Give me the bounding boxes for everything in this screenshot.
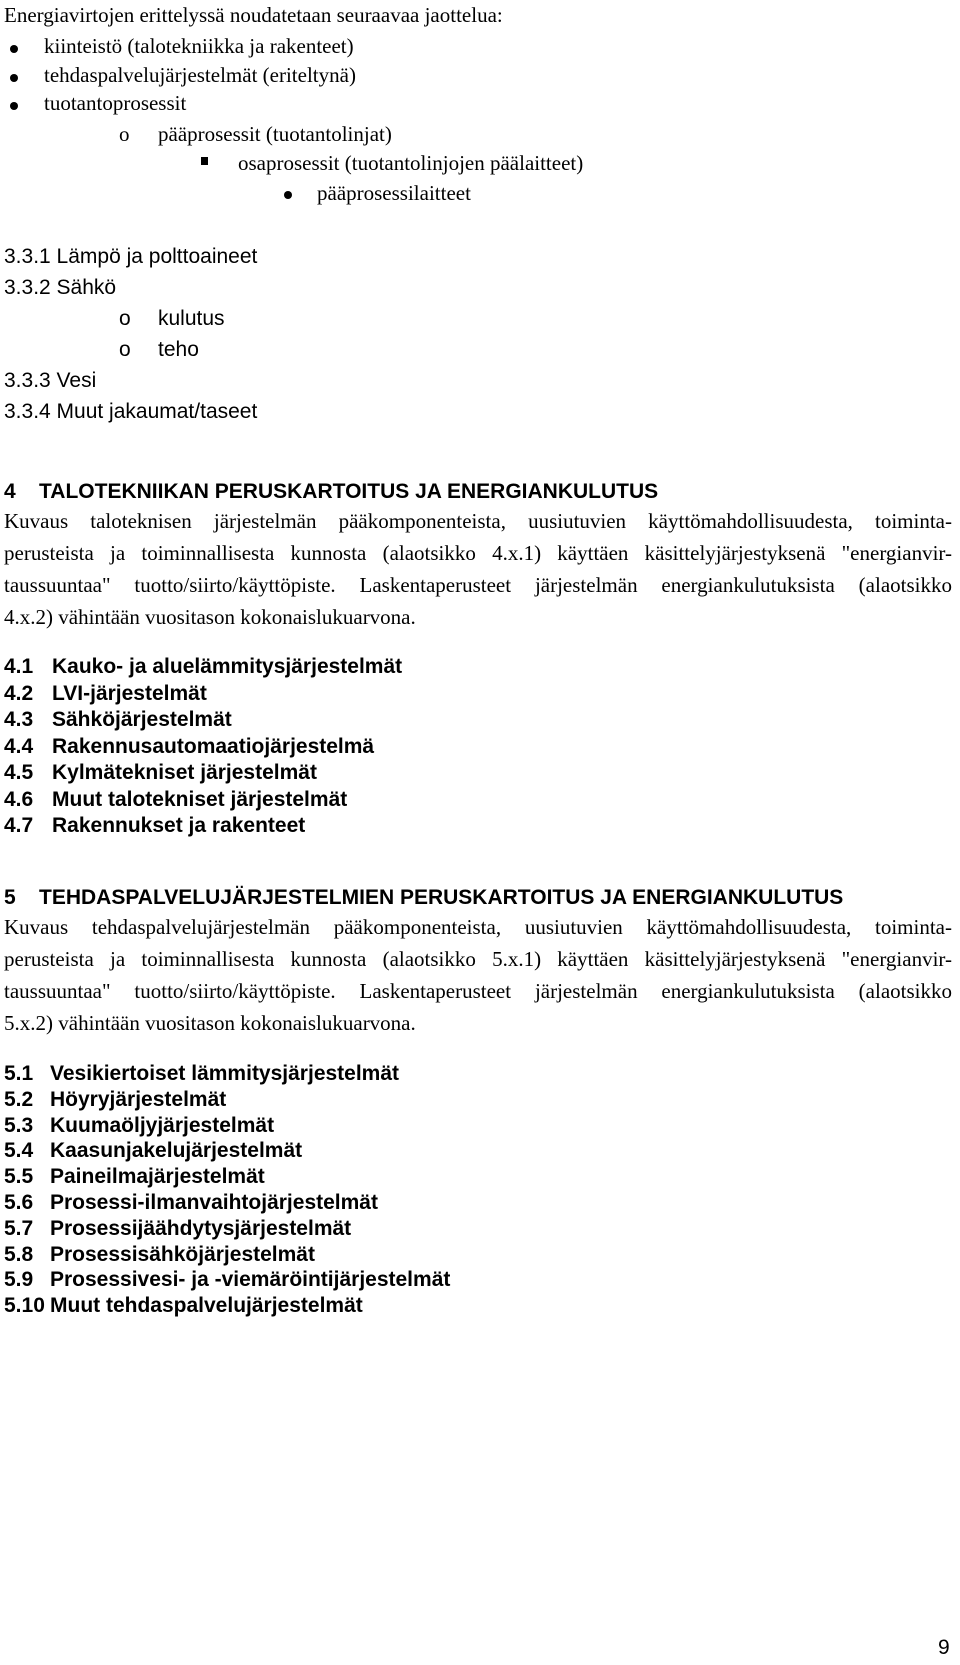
list-item	[4, 1166, 450, 1192]
bullet-icon	[10, 45, 18, 53]
item-label: Sähköjärjestelmät	[52, 708, 232, 731]
item-label: Prosessi-ilmanvaihtojärjestelmät	[50, 1190, 378, 1214]
list-item	[4, 1218, 450, 1244]
item-label: Prosessijäähdytysjärjestelmät	[50, 1216, 352, 1240]
item-label: Prosessivesi- ja -viemäröintijärjestelmät	[50, 1268, 451, 1292]
sub-item: pääprosessit (tuotantolinjat)	[158, 122, 392, 146]
sub-sub-sub-item: pääprosessilaitteet	[317, 181, 471, 205]
item-number: 5.6	[4, 1190, 34, 1214]
bullet-icon	[10, 102, 18, 110]
list-item	[4, 815, 402, 842]
item-label: Muut tehdaspalvelujärjestelmät	[50, 1294, 363, 1318]
section-3-3-3: 3.3.3 Vesi	[4, 369, 97, 392]
bullet-icon	[10, 74, 18, 82]
bullet-item: tehdaspalvelujärjestelmät (eriteltynä)	[44, 63, 356, 87]
paragraph-line: perusteista ja toiminnallisesta kunnosta (alaotsikko 5.x.1) käyttäen käsittelyjärjestyksenä "energianvir-	[4, 947, 952, 971]
item-number: 4.3	[4, 708, 34, 731]
sub-bullet-o: o	[119, 338, 131, 361]
item-number: 5.3	[4, 1113, 34, 1137]
item-label: Prosessisähköjärjestelmät	[50, 1242, 315, 1266]
list-item	[4, 683, 402, 710]
square-bullet-icon	[201, 157, 208, 165]
sub-bullet-o: o	[119, 307, 131, 330]
chapter-4-heading: 4 TALOTEKNIIKAN PERUSKARTOITUS JA ENERGIANKULUTUS	[4, 480, 659, 503]
item-number: 4.1	[4, 655, 34, 678]
section-3-3-2: 3.3.2 Sähkö	[4, 276, 117, 299]
intro-text: Energiavirtojen erittelyssä noudatetaan seuraavaa jaottelua:	[4, 3, 503, 27]
item-number: 5.2	[4, 1087, 34, 1111]
list-item	[4, 736, 402, 763]
item-label: Muut talotekniset järjestelmät	[52, 787, 348, 811]
item-number: 5.9	[4, 1268, 34, 1292]
list-item	[4, 1140, 450, 1166]
chapter-4-list	[4, 656, 402, 842]
item-number: 5.10	[4, 1294, 45, 1318]
list-item	[4, 789, 402, 816]
list-item	[4, 656, 402, 683]
paragraph-line: perusteista ja toiminnallisesta kunnosta (alaotsikko 4.x.1) käyttäen käsittelyjärjestyksenä "energianvir-	[4, 541, 952, 565]
item-number: 4.7	[4, 814, 34, 837]
item-number: 4.2	[4, 681, 34, 705]
item-number: 4.5	[4, 761, 34, 784]
list-item	[4, 1295, 450, 1321]
bullet-icon	[284, 191, 292, 199]
item-label: Rakennukset ja rakenteet	[52, 814, 306, 837]
item-label: Paineilmajärjestelmät	[50, 1165, 265, 1189]
chapter-4-paragraph	[4, 511, 952, 639]
section-3-3-4: 3.3.4 Muut jakaumat/taseet	[4, 400, 258, 423]
item-number: 4.6	[4, 787, 34, 811]
item-label: Vesikiertoiset lämmitysjärjestelmät	[50, 1062, 400, 1085]
chapter-5-paragraph	[4, 917, 952, 1045]
paragraph-line: Kuvaus tehdaspalvelujärjestelmän pääkomponenteista, uusiutuvien käyttömahdollisuudesta, toiminta-	[4, 915, 952, 939]
paragraph-line: taussuuntaa" tuotto/siirto/käyttöpiste. Laskentaperusteet järjestelmän energiankulutuksista (alaotsikko	[4, 979, 952, 1003]
item-number: 5.7	[4, 1216, 34, 1240]
item-label: Rakennusautomaatiojärjestelmä	[52, 734, 375, 758]
list-item	[4, 1269, 450, 1295]
item-label: LVI-järjestelmät	[52, 681, 207, 705]
item-label: Kuumaöljyjärjestelmät	[50, 1113, 275, 1137]
item-label: Höyryjärjestelmät	[50, 1087, 227, 1111]
list-item	[4, 709, 402, 736]
sub-bullet-o: o	[119, 122, 130, 146]
list-item	[4, 1089, 450, 1115]
list-item	[4, 1115, 450, 1141]
item-label: Kaasunjakelujärjestelmät	[50, 1139, 303, 1163]
item-number: 4.4	[4, 734, 34, 758]
chapter-5-heading: 5 TEHDASPALVELUJÄRJESTELMIEN PERUSKARTOITUS JA ENERGIANKULUTUS	[4, 886, 844, 909]
sahko-item: teho	[158, 338, 199, 361]
paragraph-line: taussuuntaa" tuotto/siirto/käyttöpiste. Laskentaperusteet järjestelmän energiankulutuksista (alaotsikko	[4, 573, 952, 597]
paragraph-line: 4.x.2) vähintään vuositason kokonaislukuarvona.	[4, 605, 416, 629]
paragraph-line: 5.x.2) vähintään vuositason kokonaislukuarvona.	[4, 1011, 416, 1035]
page-number: 9	[938, 1636, 950, 1659]
list-item	[4, 762, 402, 789]
sub-sub-item: osaprosessit (tuotantolinjojen päälaitteet)	[238, 151, 584, 175]
list-item	[4, 1192, 450, 1218]
sahko-item: kulutus	[158, 307, 225, 330]
item-label: Kylmätekniset järjestelmät	[52, 761, 317, 784]
item-label: Kauko- ja aluelämmitysjärjestelmät	[52, 655, 403, 678]
item-number: 5.4	[4, 1139, 34, 1163]
item-number: 5.8	[4, 1242, 34, 1266]
list-item	[4, 1063, 450, 1089]
chapter-5-list	[4, 1063, 450, 1321]
paragraph-line: Kuvaus taloteknisen järjestelmän pääkomponenteista, uusiutuvien käyttömahdollisuudesta, toiminta-	[4, 509, 952, 533]
bullet-item: kiinteistö (talotekniikka ja rakenteet)	[44, 34, 354, 58]
list-item	[4, 1244, 450, 1270]
item-number: 5.5	[4, 1165, 34, 1189]
item-number: 5.1	[4, 1062, 34, 1085]
section-3-3-1: 3.3.1 Lämpö ja polttoaineet	[4, 245, 258, 268]
bullet-item: tuotantoprosessit	[44, 91, 187, 115]
